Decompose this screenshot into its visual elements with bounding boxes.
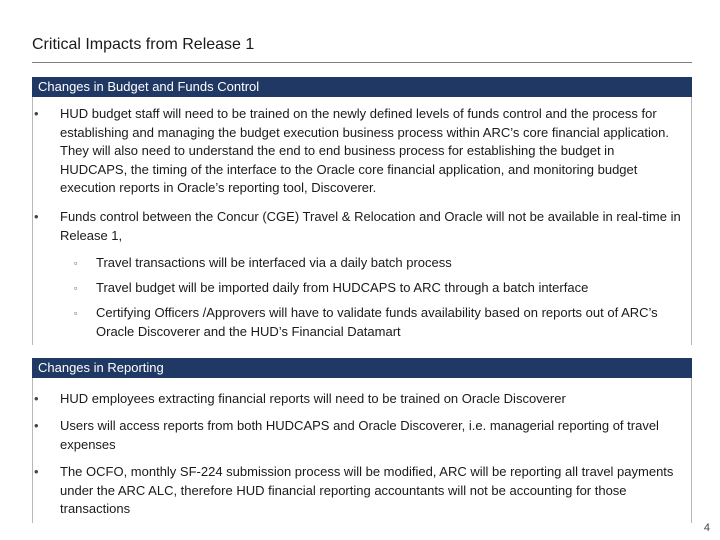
section-reporting-header: Changes in Reporting bbox=[32, 358, 692, 378]
bullet-icon: • bbox=[34, 418, 39, 433]
bullet-text: HUD budget staff will need to be trained on the newly defined levels of funds control and the process for establishing and managing the budget execution business process within ARC’s core financial application. They will also need to understand the end to end business process for establishing the budget in HUDCAPS, the timing of the interface to the Oracle core financial application, and monitoring budget execution reports in Oracle’s reporting tool, Discoverer. bbox=[60, 106, 669, 195]
page-number: 4 bbox=[703, 522, 710, 534]
bullet-text: Users will access reports from both HUDCAPS and Oracle Discoverer, i.e. managerial reporting of travel expenses bbox=[60, 418, 659, 452]
slide-title: Critical Impacts from Release 1 bbox=[32, 36, 255, 53]
sub-bullet-text: Travel transactions will be interfaced via a daily batch process bbox=[96, 255, 452, 270]
sub-bullet-icon: ▫ bbox=[74, 258, 78, 268]
section-budget-header: Changes in Budget and Funds Control bbox=[32, 77, 692, 97]
bullet-icon: • bbox=[34, 209, 39, 224]
sub-bullet-icon: ▫ bbox=[74, 283, 78, 293]
sub-bullet-text: Certifying Officers /Approvers will have to validate funds availability based on reports out of ARC’s Oracle Discoverer and the HUD’s Financial Datamart bbox=[96, 305, 658, 339]
bullet-icon: • bbox=[34, 106, 39, 121]
bullet-icon: • bbox=[34, 464, 39, 479]
bullet-icon: • bbox=[34, 391, 39, 406]
sub-bullet-icon: ▫ bbox=[74, 308, 78, 318]
bullet-text: Funds control between the Concur (CGE) Travel & Relocation and Oracle will not be available in real-time in Release 1, bbox=[60, 209, 681, 243]
title-divider bbox=[32, 62, 692, 63]
bullet-text: The OCFO, monthly SF-224 submission process will be modified, ARC will be reporting all travel payments under the ARC ALC, therefore HUD financial reporting accountants will not be accounting for those transactions bbox=[60, 464, 674, 516]
bullet-text: HUD employees extracting financial reports will need to be trained on Oracle Discoverer bbox=[60, 391, 566, 406]
sub-bullet-text: Travel budget will be imported daily from HUDCAPS to ARC through a batch interface bbox=[96, 280, 589, 295]
